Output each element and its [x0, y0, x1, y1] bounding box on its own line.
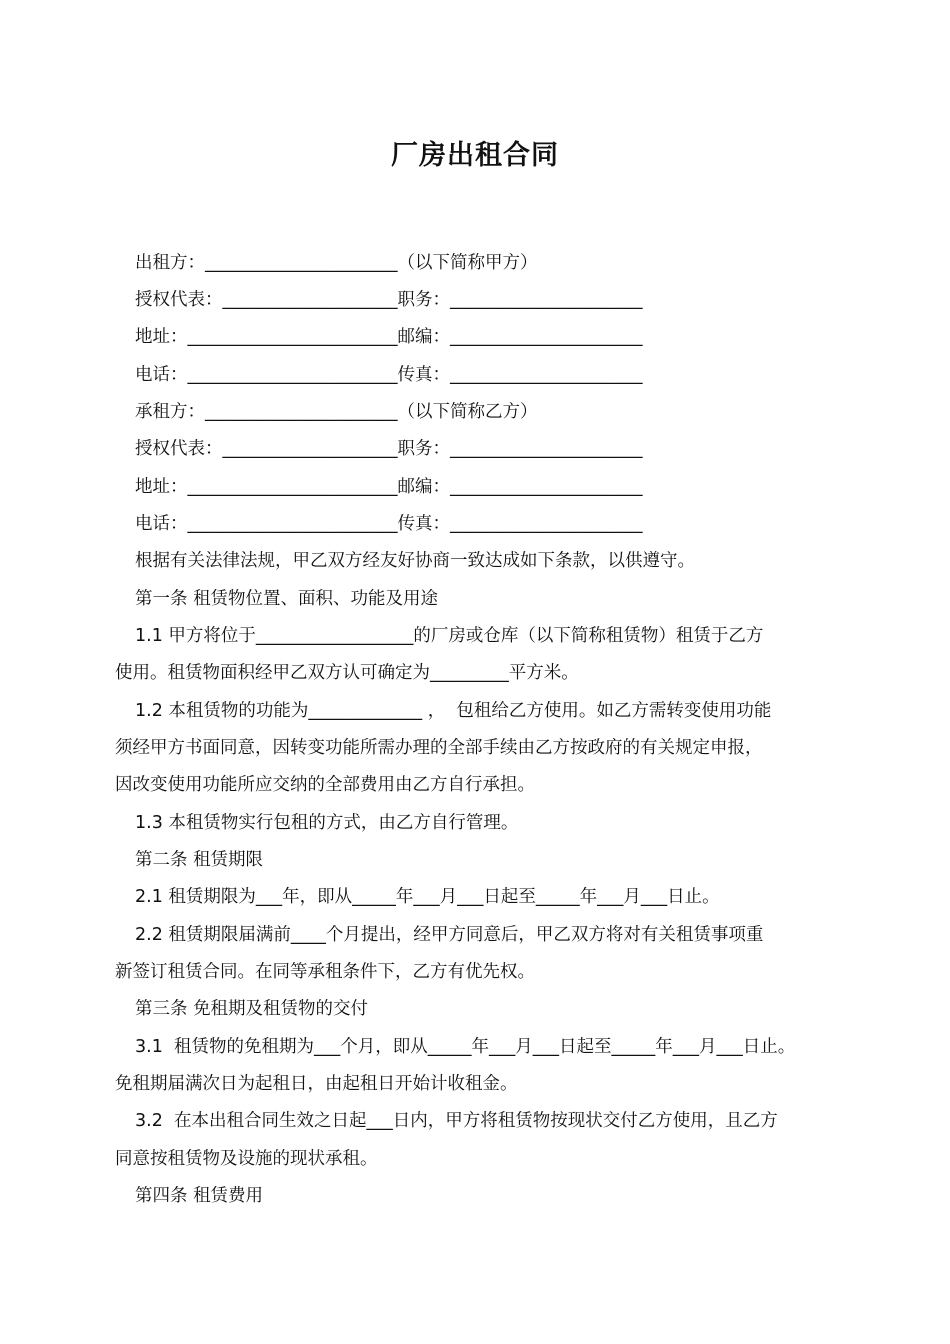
- article-3-heading: 第三条 免租期及租赁物的交付: [135, 999, 369, 1019]
- clause-2-2-line-2: 新签订租赁合同。在同等承租条件下，乙方有优先权。: [115, 962, 535, 982]
- clause-2-1: 2.1 租赁期限为___年，即从_____年___月___日起至_____年___月___日止。: [135, 887, 720, 907]
- lessor-address-line: 地址：________________________邮编：______________________: [135, 327, 643, 347]
- lessor-representative-line: 授权代表：____________________职务：______________________: [135, 290, 643, 310]
- clause-1-2-line-2: 须经甲方书面同意，因转变功能所需办理的全部手续由乙方按政府的有关规定申报，: [115, 738, 763, 758]
- clause-1-2-line-1: 1.2 本租赁物的功能为_____________ ， 包租给乙方使用。如乙方需转变使用功能: [135, 701, 772, 721]
- lessor-line: 出租方：______________________（以下简称甲方）: [135, 253, 538, 273]
- clause-1-3: 1.3 本租赁物实行包租的方式，由乙方自行管理。: [135, 813, 519, 833]
- clause-3-1-line-1: 3.1 租赁物的免租期为___个月，即从_____年___月___日起至_____年___月___日止。: [135, 1037, 796, 1057]
- lessee-address-line: 地址：________________________邮编：______________________: [135, 477, 643, 497]
- clause-3-2-line-2: 同意按租赁物及设施的现状承租。: [115, 1149, 378, 1169]
- clause-2-2-line-1: 2.2 租赁期限届满前____个月提出，经甲方同意后，甲乙双方将对有关租赁事项重: [135, 925, 764, 945]
- article-4-heading: 第四条 租赁费用: [135, 1186, 264, 1206]
- lessee-phone-line: 电话：________________________传真：______________________: [135, 514, 643, 534]
- document-title: 厂房出租合同: [391, 140, 559, 171]
- clause-1-2-line-3: 因改变使用功能所应交纳的全部费用由乙方自行承担。: [115, 775, 535, 795]
- clause-1-1-line-2: 使用。租赁物面积经甲乙双方认可确定为_________平方米。: [115, 663, 579, 683]
- clause-3-2-line-1: 3.2 在本出租合同生效之日起___日内，甲方将租赁物按现状交付乙方使用，且乙方: [135, 1111, 778, 1131]
- preamble-paragraph: 根据有关法律法规，甲乙双方经友好协商一致达成如下条款，以供遵守。: [135, 551, 695, 571]
- lessee-representative-line: 授权代表：____________________职务：______________________: [135, 439, 643, 459]
- article-2-heading: 第二条 租赁期限: [135, 850, 264, 870]
- clause-1-1-line-1: 1.1 甲方将位于__________________的厂房或仓库（以下简称租赁物）租赁于乙方: [135, 626, 764, 646]
- article-1-heading: 第一条 租赁物位置、面积、功能及用途: [135, 589, 439, 609]
- lessee-line: 承租方：______________________（以下简称乙方）: [135, 402, 538, 422]
- clause-3-1-line-2: 免租期届满次日为起租日，由起租日开始计收租金。: [115, 1074, 518, 1094]
- lessor-phone-line: 电话：________________________传真：______________________: [135, 365, 643, 385]
